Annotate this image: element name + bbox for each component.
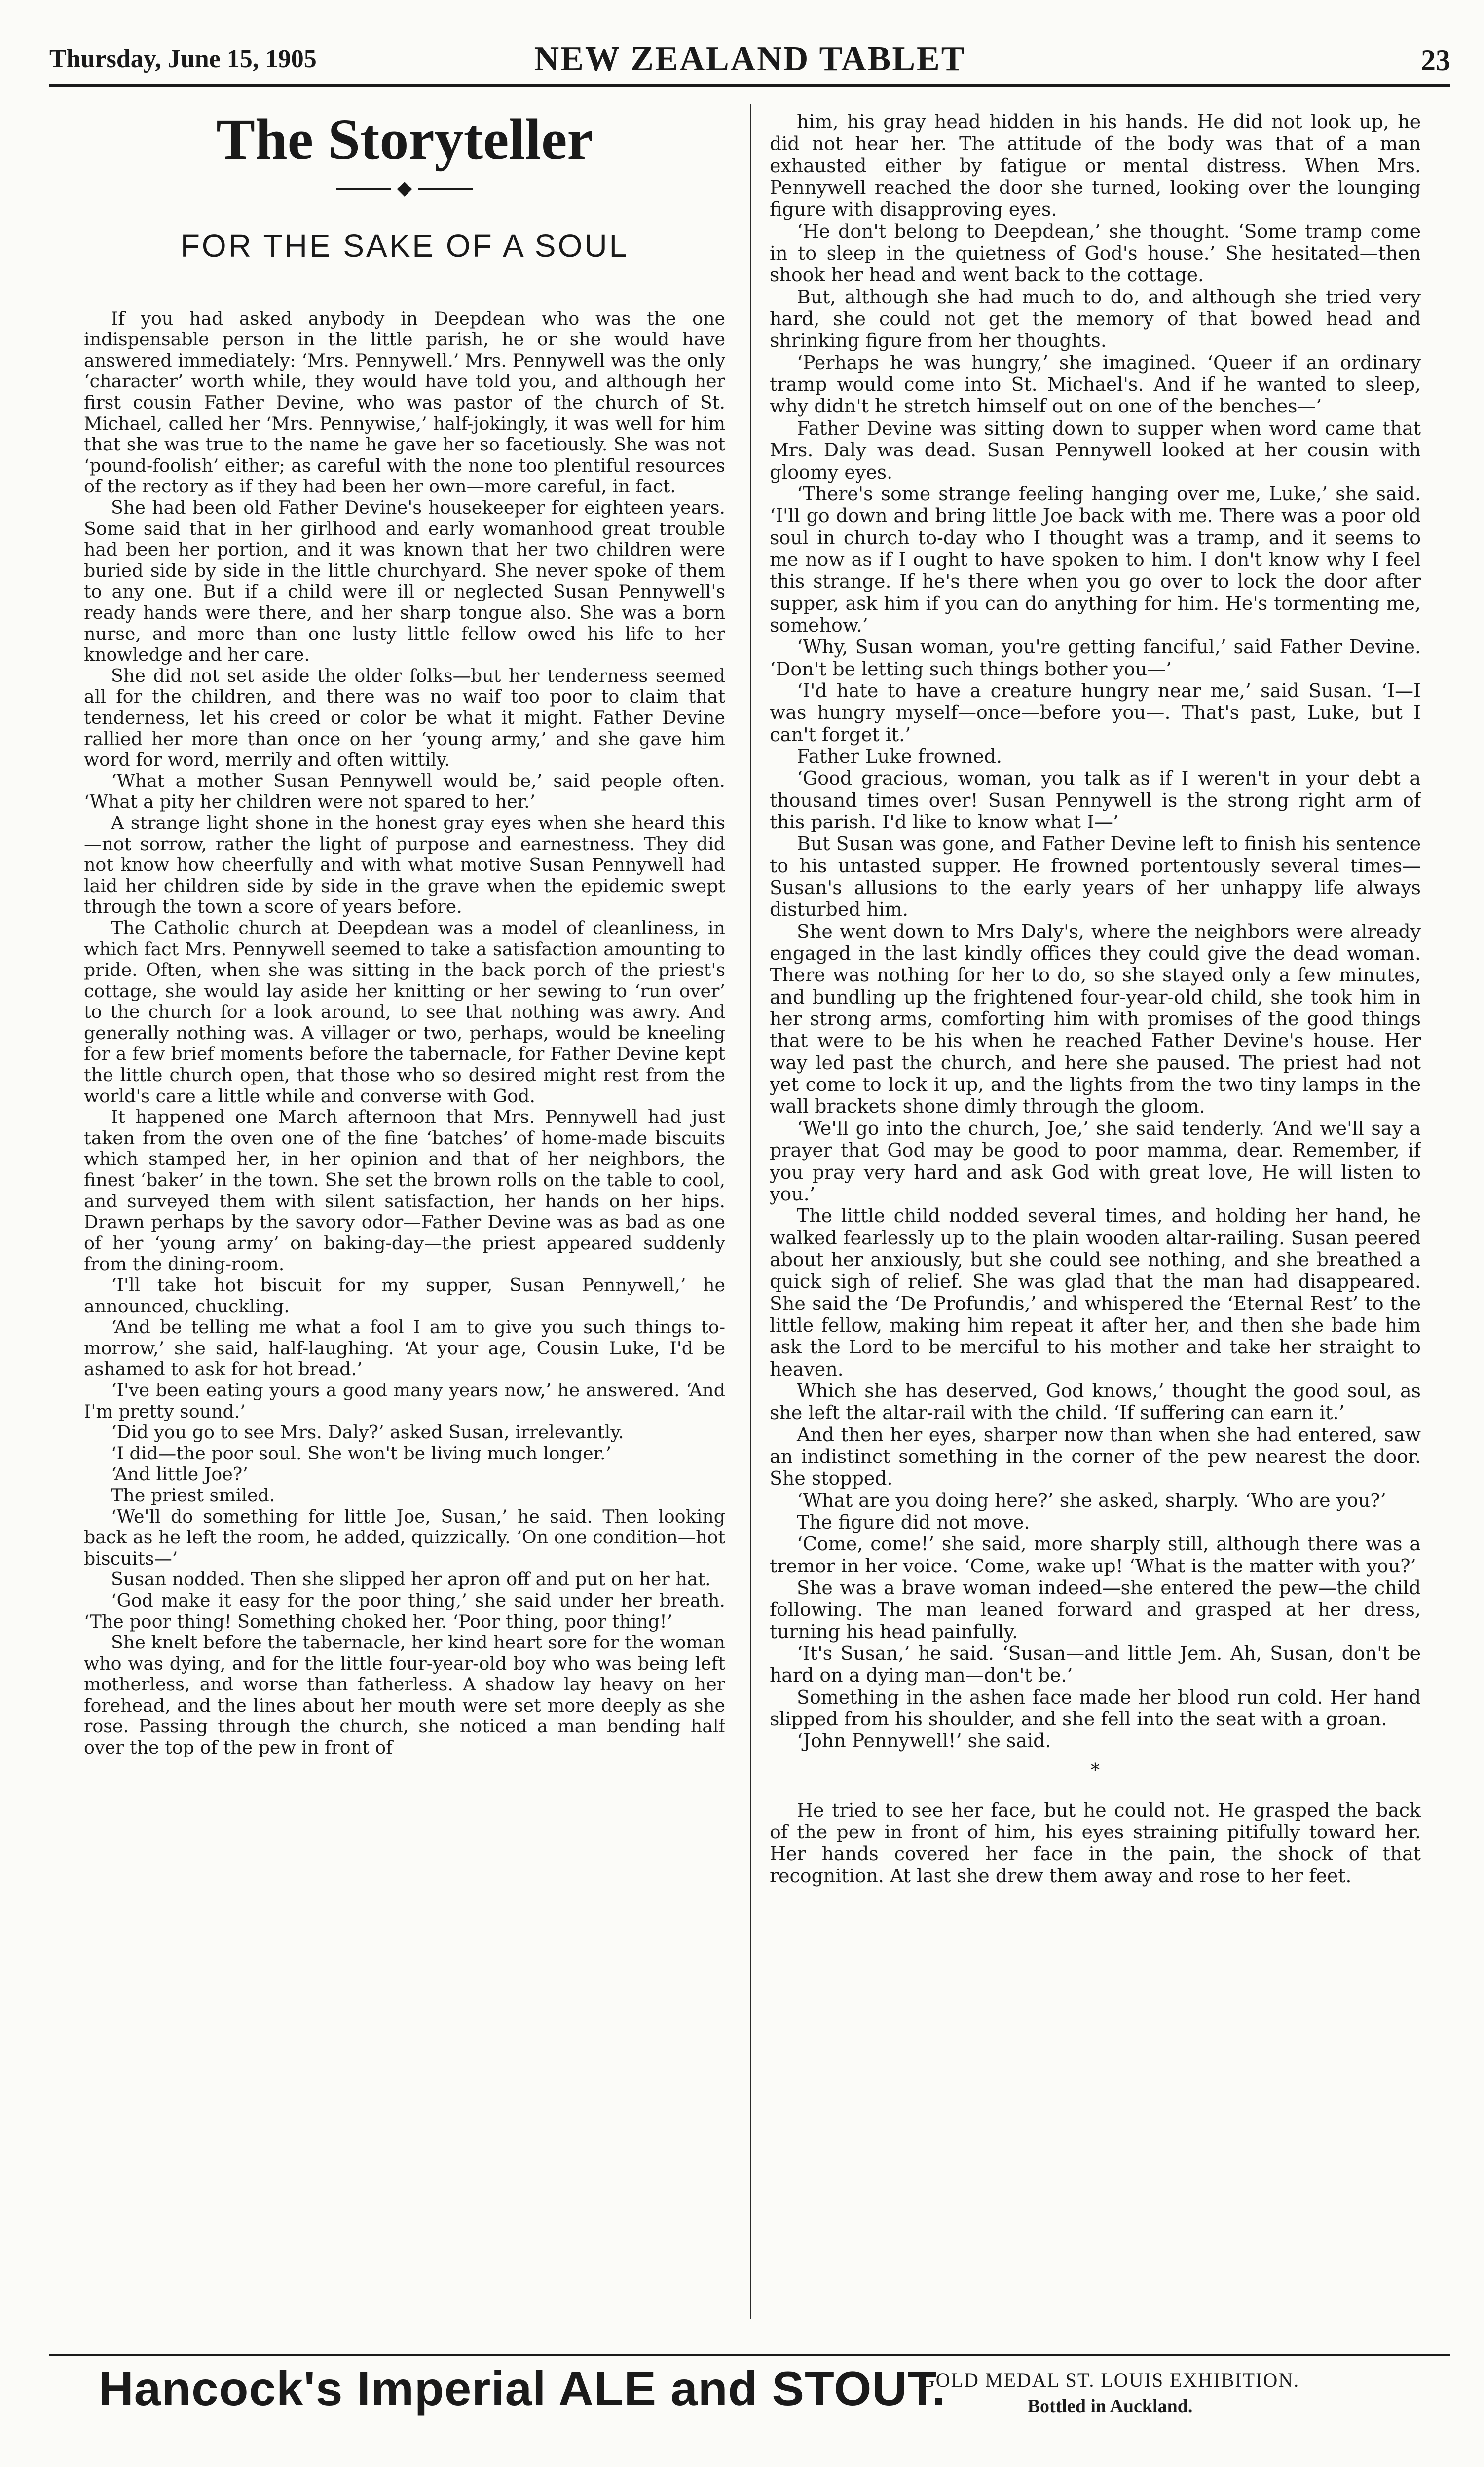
paragraph: ‘What are you doing here?’ she asked, sharply. ‘Who are you?’ bbox=[797, 1489, 1386, 1511]
paragraph: ‘There's some strange feeling hanging over me, Luke,’ she said. ‘I'll go down and bring little Joe back with me. There was a poor old soul in church to-day who I thought was a tramp, and it seems to me now as if I ought to have spoken to him. I don't know why I feel this strange. If he's there when you go over to lock the door after supper, ask him if you can do anything for him. He's tormenting me, somehow.’ bbox=[770, 483, 1421, 636]
paragraph: The Catholic church at Deepdean was a model of cleanliness, in which fact Mrs. Pennywell seemed to take a satisfaction amounting to pride. Often, when she was sitting in the back porch of the priest's cottage, she would lay aside her knitting or her sewing to ‘run over’ to the church for a look around, to see that nothing was awry. And generally nothing was. A villager or two, perhaps, would be kneeling for a few brief moments before the tabernacle, for Father Devine kept the little church open, that those who so desired might rest from the world's care a little while and converse with God. bbox=[84, 917, 725, 1107]
bottling-line: Bottled in Auckland. bbox=[1027, 2396, 1193, 2417]
paragraph: ‘And be telling me what a fool I am to give you such things to-morrow,’ she said, half-laughing. ‘At your age, Cousin Luke, I'd be ashamed to ask for hot bread.’ bbox=[84, 1316, 725, 1380]
footer-rule bbox=[49, 2354, 1450, 2356]
exhibition-line: GOLD MEDAL ST. LOUIS EXHIBITION. bbox=[920, 2369, 1300, 2391]
section-break: * bbox=[1091, 1760, 1100, 1781]
paragraph: Susan nodded. Then she slipped her apron off and put on her hat. bbox=[111, 1569, 711, 1590]
paragraph: He tried to see her face, but he could not. He grasped the back of the pew in front of him, his eyes straining pitifully toward her. Her hands covered her face in the pain, the shock of that recognition. At last she drew them away and rose to her feet. bbox=[770, 1799, 1421, 1887]
paragraph: ‘Perhaps he was hungry,’ she imagined. ‘Queer if an ordinary tramp would come into St. Michael's. And if he wanted to sleep, why didn't he stretch himself out on one of the benches—’ bbox=[770, 351, 1421, 417]
paragraph: Which she has deserved, God knows,’ thought the good soul, as she left the altar-rail with the child. ‘If suffering can earn it.’ bbox=[770, 1380, 1421, 1424]
paragraph: She went down to Mrs Daly's, where the neighbors were already engaged in the last kindly offices they could give the dead woman. There was nothing for her to do, so she stayed only a few minutes, and bundling up the frightened four-year-old child, she took him in her strong arms, comforting him with promises of the good things that were to be his when he reached Father Devine's house. Her way led past the church, and here she paused. The priest had not yet come to lock it up, and the lights from the two tiny lamps in the wall brackets shone dimly through the gloom. bbox=[770, 920, 1421, 1118]
exhibition-advertisement bbox=[839, 2368, 1381, 2417]
issue-date: Thursday, June 15, 1905 bbox=[49, 45, 317, 73]
running-head bbox=[49, 39, 1450, 84]
story-body-right bbox=[770, 111, 1421, 1752]
story-title: FOR THE SAKE OF A SOUL bbox=[180, 227, 629, 263]
paragraph: ‘God make it easy for the poor thing,’ she said under her breath. ‘The poor thing! Something choked her. ‘Poor thing, poor thing!’ bbox=[84, 1589, 725, 1632]
right-column bbox=[770, 111, 1421, 2331]
left-column bbox=[84, 96, 725, 2317]
paragraph: It happened one March afternoon that Mrs. Pennywell had just taken from the oven one of the fine ‘batches’ of home-made biscuits which stamped her, in her opinion and that of her neighbors, the finest ‘baker’ in the town. She set the brown rolls on the table to cool, and surveyed them with silent satisfaction, her hands on her hips. Drawn perhaps by the savory odor—Father Devine was as bad as one of her ‘young army’ on baking-day—the priest appeared suddenly from the dining-room. bbox=[84, 1106, 725, 1275]
paragraph: ‘Did you go to see Mrs. Daly?’ asked Susan, irrelevantly. bbox=[111, 1421, 624, 1443]
paragraph: But, although she had much to do, and although she tried very hard, she could not get the memory of that bowed head and shrinking figure from her thoughts. bbox=[770, 286, 1421, 352]
paragraph: ‘John Pennywell!’ she said. bbox=[797, 1730, 1051, 1752]
paragraph: ‘I'll take hot biscuit for my supper, Susan Pennywell,’ he announced, chuckling. bbox=[84, 1274, 725, 1317]
section-ornament bbox=[84, 178, 725, 198]
paragraph: The figure did not move. bbox=[797, 1511, 1030, 1533]
paragraph: ‘We'll go into the church, Joe,’ she said tenderly. ‘And we'll say a prayer that God may be good to poor mamma, dear. Remember, if you pray very hard and ask God with great love, He will listen to you.’ bbox=[770, 1117, 1421, 1205]
paragraph: ‘It's Susan,’ he said. ‘Susan—and little Jem. Ah, Susan, don't be hard on a dying man—don't be.’ bbox=[770, 1643, 1421, 1686]
paragraph: She did not set aside the older folks—but her tenderness seemed all for the children, and there was no waif too poor to claim that tenderness, let his creed or color be what it might. Father Devine rallied her more than once on her ‘young army,’ and she gave him word for word, merrily and often wittily. bbox=[84, 665, 725, 771]
paragraph: ‘I'd hate to have a creature hungry near me,’ said Susan. ‘I—I was hungry myself—once—before you—. That's past, Luke, but I can't forget it.’ bbox=[770, 679, 1421, 746]
paragraph: And then her eyes, sharper now than when she had entered, saw an indistinct something in the corner of the pew nearest the door. She stopped. bbox=[770, 1423, 1421, 1490]
page-number: 23 bbox=[1421, 44, 1450, 76]
paragraph: Father Devine was sitting down to supper when word came that Mrs. Daly was dead. Susan Pennywell looked at her cousin with gloomy eyes. bbox=[770, 417, 1421, 483]
paragraph: The little child nodded several times, and holding her hand, he walked fearlessly up to the plain wooden altar-railing. Susan peered about her anxiously, but she could see nothing, and she breathed a quick sigh of relief. She was glad that the man had disappeared. She said the ‘De Profundis,’ and whispered the ‘Eternal Rest’ to the little fellow, making him repeat it after her, and then she bade him ask the Lord to be merciful to his mother and take her straight to heaven. bbox=[770, 1205, 1421, 1380]
publication-title: NEW ZEALAND TABLET bbox=[534, 40, 966, 78]
paragraph: She had been old Father Devine's housekeeper for eighteen years. Some said that in her girlhood and early womanhood great trouble had been her portion, and it was known that her two children were buried side by side in the little churchyard. She never spoke of them to any one. But if a child were ill or neglected Susan Pennywell's ready hands were there, and her sharp tongue also. She was a born nurse, and more than one lusty little fellow owed his life to her knowledge and her care. bbox=[84, 497, 725, 666]
story-body-final bbox=[770, 1799, 1421, 1887]
ornament-bar-left bbox=[336, 188, 391, 190]
paragraph: ‘Good gracious, woman, you talk as if I weren't in your debt a thousand times over! Susan Pennywell is the strong right arm of this parish. I'd like to know what I—’ bbox=[770, 767, 1421, 833]
paragraph: Something in the ashen face made her blood run cold. Her hand slipped from his shoulder, and she fell into the seat with a groan. bbox=[770, 1686, 1421, 1730]
story-body-left bbox=[84, 308, 725, 1758]
paragraph: ‘What a mother Susan Pennywell would be,’ said people often. ‘What a pity her children were not spared to her.’ bbox=[84, 770, 725, 813]
paragraph: ‘And little Joe?’ bbox=[111, 1463, 248, 1485]
column-divider bbox=[750, 104, 751, 2319]
paragraph: She knelt before the tabernacle, her kind heart sore for the woman who was dying, and for the little four-year-old boy who was being left motherless, and worse than fatherless. A shadow lay heavy on her forehead, and the lines about her mouth were set more deeply as she rose. Passing through the church, she noticed a man bending half over the top of the pew in front of bbox=[84, 1632, 725, 1758]
paragraph: him, his gray head hidden in his hands. He did not look up, he did not hear her. The attitude of the body was that of a man exhausted either by fatigue or mental distress. When Mrs. Pennywell reached the door she turned, looking over the lounging figure with disapproving eyes. bbox=[770, 111, 1421, 221]
paragraph: A strange light shone in the honest gray eyes when she heard this—not sorrow, rather the light of purpose and earnestness. They did not know how cheerfully and with what motive Susan Pennywell had laid her children side by side in the grave when the epidemic swept through the town a score of years before. bbox=[84, 812, 725, 918]
ale-advertisement: Hancock's Imperial ALE and STOUT. bbox=[99, 2361, 946, 2416]
paragraph: ‘Come, come!’ she said, more sharply still, although there was a tremor in her voice. ‘Come, wake up! ‘What is the matter with you?’ bbox=[770, 1533, 1421, 1577]
paragraph: Father Luke frowned. bbox=[797, 745, 1002, 767]
section-title: The Storyteller bbox=[216, 107, 593, 172]
paragraph: If you had asked anybody in Deepdean who was the one indispensable person in the little parish, he or she would have answered immediately: ‘Mrs. Pennywell.’ Mrs. Pennywell was the only ‘character’ worth while, they would have told you, and although her first cousin Father Devine, who was pastor of the church of St. Michael, called her ‘Mrs. Pennywise,’ half-jokingly, it was well for him that she was true to the name he gave her so facetiously. She was not ‘pound-foolish’ either; as careful with the none too plentiful resources of the rectory as if they had been her own—more careful, in fact. bbox=[84, 307, 725, 497]
paragraph: The priest smiled. bbox=[111, 1484, 275, 1506]
paragraph: ‘Why, Susan woman, you're getting fanciful,’ said Father Devine. ‘Don't be letting such things bother you—’ bbox=[770, 636, 1421, 680]
diamond-ornament-icon: ◆ bbox=[397, 176, 412, 199]
header-rule bbox=[49, 84, 1450, 87]
paragraph: ‘I've been eating yours a good many years now,’ he answered. ‘And I'm pretty sound.’ bbox=[84, 1379, 725, 1422]
paragraph: ‘He don't belong to Deepdean,’ she thought. ‘Some tramp come in to sleep in the quietness of God's house.’ She hesitated—then shook her head and went back to the cottage. bbox=[770, 220, 1421, 286]
paragraph: ‘I did—the poor soul. She won't be living much longer.’ bbox=[111, 1442, 612, 1464]
paragraph: She was a brave woman indeed—she entered the pew—the child following. The man leaned forward and grasped at her dress, turning his head painfully. bbox=[770, 1577, 1421, 1643]
paragraph: But Susan was gone, and Father Devine left to finish his sentence to his untasted supper. He frowned portentously several times—Susan's allusions to the early years of her unhappy life always disturbed him. bbox=[770, 833, 1421, 921]
paragraph: ‘We'll do something for little Joe, Susan,’ he said. Then looking back as he left the room, he added, quizzically. ‘On one condition—hot biscuits—’ bbox=[84, 1505, 725, 1569]
ornament-bar-right bbox=[418, 188, 473, 190]
